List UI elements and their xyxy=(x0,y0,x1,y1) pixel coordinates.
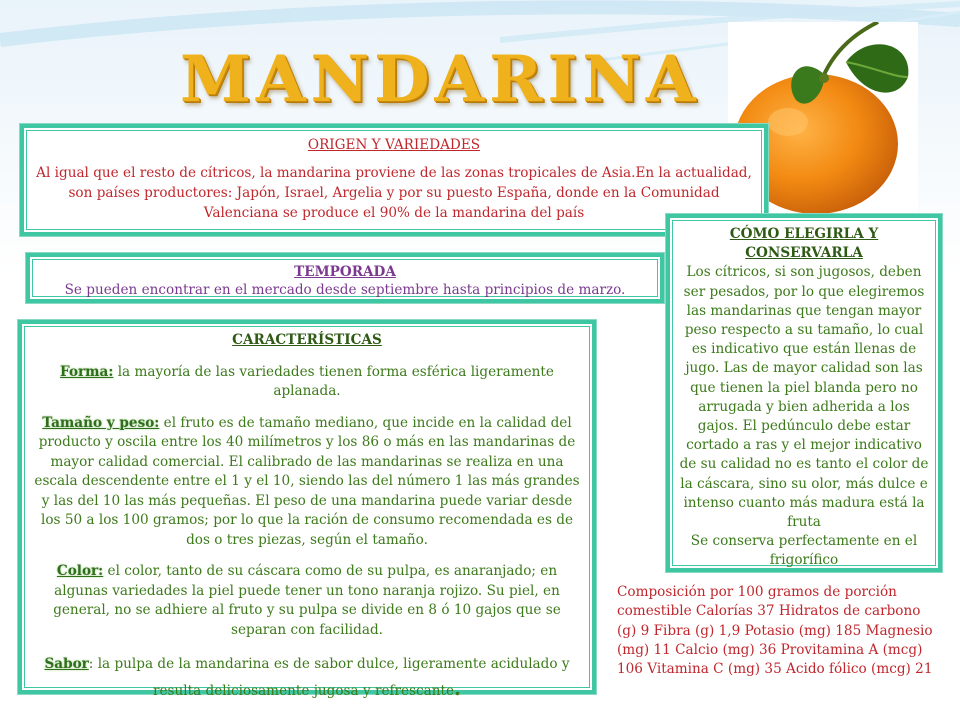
temporada-box xyxy=(26,253,664,303)
forma-paragraph xyxy=(33,363,581,402)
forma-text: la mayoría de las variedades tienen forma esférica ligeramente aplanada. xyxy=(113,363,554,399)
composicion-text: Composición por 100 gramos de porción comestible Calorías 37 Hidratos de carbono (g) 9 Fibra (g) 1,9 Potasio (mg) 185 Magnesio (mg) 11 Calcio (mg) 36 Provitamina A (mcg) 106 Vitamina C (mg) 35 Acido fólico (mcg) 21 xyxy=(617,584,933,678)
temporada-heading: TEMPORADA xyxy=(294,264,396,280)
origen-heading: ORIGEN Y VARIEDADES xyxy=(307,137,481,153)
origen-text: Al igual que el resto de cítricos, la mandarina proviene de las zonas tropicales de Asia.En la actualidad, son países productores: Japón, Israel, Argelia y por su puesto España, donde en la Comunidad Valenciana se produce el 90% de la mandarina del país xyxy=(36,165,752,221)
color-text: el color, tanto de su cáscara como de su pulpa, es anaranjado; en algunas variedades la piel puede tener un tono naranja rojizo. Su piel, en general, no se adhiere al fruto y su pulpa se divide en 8 ó 10 gajos que se separan con facilidad. xyxy=(53,563,561,638)
sabor-end: . xyxy=(454,676,461,700)
elegir-box xyxy=(666,214,942,572)
caracteristicas-box xyxy=(18,320,596,700)
color-paragraph xyxy=(33,562,581,640)
origen-box xyxy=(20,124,768,236)
elegir-text: Los cítricos, si son jugosos, deben ser pesados, por lo que elegiremos las mandarinas que tengan mayor peso respecto a su tamaño, lo cual es indicativo que están llenas de jugo. Las de mayor calidad son las que tienen la piel blanda pero no arrugada y bien adherida a los gajos. El pedúnculo debe estar cortado a ras y el mejor indicativo de su calidad no es tanto el color de la cáscara, sino su olor, más dulce e intenso cuanto más madura está la fruta xyxy=(679,264,929,531)
elegir-heading: CÓMO ELEGIRLA Y CONSERVARLA xyxy=(729,226,879,262)
sabor-text: : la pulpa de la mandarina es de sabor dulce, ligeramente acidulado y resulta deliciosamente jugosa y refrescante xyxy=(88,656,570,699)
sabor-paragraph xyxy=(33,652,581,703)
forma-label: Forma: xyxy=(60,363,114,380)
page-title: MANDARINA xyxy=(180,42,701,117)
tamano-text: el fruto es de tamaño mediano, que incide en la calidad del producto y oscila entre los 40 milímetros y los 86 o más en las mandarinas de mayor calidad comercial. El calibrado de las mandarinas se realiza en una escala descendente entre el 1 y el 10, siendo las del número 1 las más grandes y las del 10 las más pequeñas. El peso de una mandarina puede variar desde los 50 a los 100 gramos; por lo que la ración de consumo recomendada es de dos o tres piezas, según el tamaño. xyxy=(34,414,580,548)
sabor-label: Sabor xyxy=(44,656,89,672)
elegir-text2: Se conserva perfectamente en el frigorífico xyxy=(690,533,918,569)
temporada-text: Se pueden encontrar en el mercado desde septiembre hasta principios de marzo. xyxy=(64,282,626,298)
color-label: Color: xyxy=(56,563,104,579)
tamano-label: Tamaño y peso: xyxy=(42,414,160,431)
tamano-paragraph xyxy=(33,414,581,551)
caracteristicas-heading: CARACTERÍSTICAS xyxy=(232,332,382,348)
